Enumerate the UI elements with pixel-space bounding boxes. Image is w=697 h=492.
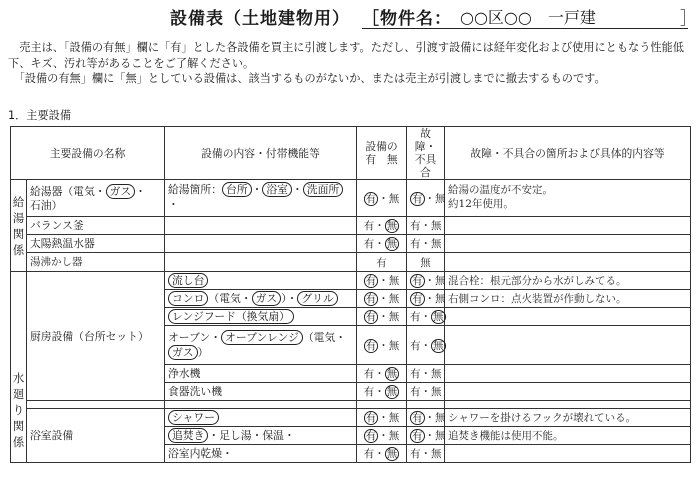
- header-exist-line2: 有 無: [365, 153, 398, 166]
- header-content: 設備の内容・付帯機能等: [165, 127, 357, 180]
- bath-reheat-detail: 追焚き機能は使用不能。: [445, 427, 691, 445]
- bath-name: 浴室設備: [27, 409, 165, 463]
- intro-paragraph-1: 売主は、「設備の有無」欄に「有」とした各設備を買主に引渡します。ただし、引渡す設備には経年変化および使用にともなう性能低下、キズ、汚れ等があることをご了解ください。: [8, 41, 684, 70]
- oven-range-circled: オーブンレンジ: [221, 330, 303, 345]
- oven-fault-yes: 有: [410, 339, 421, 352]
- bath-reheat-exist: 有 ・無: [357, 427, 407, 445]
- boiler-content-prefix: 給湯箇所：: [168, 183, 222, 196]
- gap-cell: [445, 401, 691, 409]
- kitchen-sink: [165, 272, 357, 290]
- table-row: [11, 217, 691, 235]
- category-hot-water: [11, 180, 27, 272]
- boiler-gas-circled: ガス: [106, 184, 136, 199]
- gap-cell: [407, 401, 445, 409]
- bath-reheat: [165, 427, 357, 445]
- gap-cell: [357, 401, 407, 409]
- category-plumbing: [11, 272, 27, 463]
- balance-fault: 有・無: [407, 217, 445, 235]
- equipment-table: [10, 126, 691, 463]
- oven-exist-no: 無: [388, 339, 400, 352]
- kitchen-hood-detail: [445, 308, 691, 326]
- category-hot-water-char: 給: [12, 194, 25, 209]
- category-hot-water-char: 湯: [12, 210, 25, 225]
- dryer-exist-yes: 有: [363, 448, 375, 460]
- oven-gas-circled: ガス: [168, 345, 198, 360]
- dishwasher-fault-no: 無: [431, 386, 442, 398]
- kitchen-stove-exist: 有 ・無: [357, 290, 407, 308]
- purifier-fault-no: 無: [431, 368, 442, 380]
- kitchen-dishwasher-fault: 有・無: [407, 383, 445, 401]
- solar-content: [165, 235, 357, 253]
- reheat-fault-yes-circled: 有: [412, 430, 423, 442]
- bath-dryer: 浴室内乾燥・: [165, 445, 357, 463]
- stove-circled: コンロ: [168, 291, 208, 306]
- shower-exist-no: 無: [388, 412, 400, 424]
- boiler-name-part-b: ・: [135, 184, 146, 198]
- kitchen-oven-detail: [445, 326, 691, 365]
- kitchen-name: 厨房設備（台所セット）: [27, 272, 165, 401]
- kitchen-oven: [165, 326, 357, 365]
- title-underline: [362, 28, 688, 29]
- balance-content: [165, 217, 357, 235]
- hood-exist-no: 無: [388, 311, 400, 323]
- table-row: [11, 272, 691, 290]
- boiler-content: 給湯箇所： 台所 ・ 浴室 ・ 洗面所・: [165, 180, 357, 217]
- gap-cell: [27, 401, 165, 409]
- boiler-exist-yes-circled: 有: [365, 192, 377, 205]
- table-row: [11, 409, 691, 427]
- property-close-bracket: ］: [680, 9, 697, 29]
- boiler-fault-yes-circled: 有: [412, 192, 423, 205]
- sink-exist-no: 無: [388, 275, 400, 287]
- header-exist: [357, 127, 407, 180]
- reheat-exist-no: 無: [388, 430, 400, 442]
- category-plumbing-char: 関: [12, 419, 25, 433]
- intro-paragraph-2: 「設備の有無」欄に「無」としている設備は、該当するものがないか、または売主が引渡しまでに撤去するものです。: [8, 72, 606, 85]
- header-fault: [407, 127, 445, 180]
- kitchen-hood: [165, 308, 357, 326]
- boiler-fault: [407, 180, 445, 217]
- solar-detail: [445, 235, 691, 253]
- table-header-row: [11, 127, 691, 180]
- balance-exist-a: 有・: [363, 220, 385, 232]
- boiler-loc-bath: 浴室: [262, 182, 292, 197]
- balance-exist-no-circled: 無: [386, 220, 398, 232]
- shower-fault-yes-circled: 有: [412, 412, 423, 424]
- boiler-name-part-c: 石油）: [30, 198, 63, 212]
- kitchen-hood-fault: 有・ 無: [407, 308, 445, 326]
- oven-fault-no-circled: 無: [433, 339, 444, 352]
- oven-part-b: （電気・: [302, 331, 347, 344]
- category-plumbing-char: 廻: [12, 387, 25, 401]
- oven-exist-yes-circled: 有: [365, 339, 377, 352]
- stove-gas-circled: ガス: [252, 291, 282, 306]
- sink-fault-no: 無: [435, 275, 446, 287]
- reheat-fault-no: 無: [435, 430, 446, 442]
- property-name: ○○区○○ 一戸建: [460, 8, 596, 27]
- section-heading: 1．主要設備: [8, 109, 72, 122]
- dryer-exist-no-circled: 無: [386, 448, 398, 460]
- stove-fault-yes-circled: 有: [412, 293, 423, 305]
- oven-part-a: オーブン・: [168, 331, 222, 344]
- kitchen-oven-exist: 有 ・無: [357, 326, 407, 365]
- dishwasher-fault-yes: 有: [410, 386, 421, 398]
- header-name: 主要設備の名称: [11, 127, 165, 180]
- oven-part-c: ）: [197, 346, 209, 359]
- shower-circled: シャワー: [168, 410, 219, 425]
- kettle-fault: 無: [407, 253, 445, 272]
- header-detail: 故障・不具合の箇所および具体的内容等: [445, 127, 691, 180]
- kitchen-sink-circled: 流し台: [168, 273, 208, 288]
- kitchen-purifier: 浄水機: [165, 365, 357, 383]
- bath-shower-detail: シャワーを掛けるフックが壊れている。: [445, 409, 691, 427]
- document-header: [0, 2, 697, 30]
- boiler-detail-line1: 給湯の温度が不安定。: [448, 184, 554, 196]
- reheat-exist-yes-circled: 有: [365, 430, 377, 442]
- boiler-detail-line2: 約12年使用。: [448, 198, 514, 210]
- solar-exist: [357, 235, 407, 253]
- document-title: 設備表（土地建物用）: [170, 9, 350, 29]
- balance-detail: [445, 217, 691, 235]
- dishwasher-exist-no-circled: 無: [386, 386, 398, 398]
- sink-exist-yes-circled: 有: [365, 275, 377, 287]
- kitchen-oven-fault: 有・ 無: [407, 326, 445, 365]
- table-row: [11, 235, 691, 253]
- header-fault-line2: 不具合: [414, 153, 437, 179]
- kitchen-hood-exist: 有 ・無: [357, 308, 407, 326]
- shower-exist-yes-circled: 有: [365, 412, 377, 424]
- table-row: [11, 180, 691, 217]
- hood-fault-yes: 有: [410, 311, 421, 323]
- balance-exist: [357, 217, 407, 235]
- boiler-exist-sep: ・無: [378, 192, 400, 205]
- reheat-circled: 追焚き: [168, 428, 208, 443]
- solar-fault: 有・無: [407, 235, 445, 253]
- purifier-exist-no-circled: 無: [386, 368, 398, 380]
- boiler-name: [27, 180, 165, 217]
- purifier-exist-yes: 有: [363, 368, 375, 380]
- kitchen-purifier-detail: [445, 365, 691, 383]
- solar-exist-a: 有・: [363, 238, 385, 250]
- stove-exist-no: 無: [388, 293, 400, 305]
- grill-circled: グリル: [297, 291, 337, 306]
- hood-fault-no-circled: 無: [433, 311, 444, 323]
- kitchen-sink-detail: 混合栓：根元部分から水がしみてる。: [445, 272, 691, 290]
- balance-name: バランス釜: [27, 217, 165, 235]
- stove-part-a: （電気・: [208, 292, 252, 305]
- bath-dryer-exist: 有・ 無: [357, 445, 407, 463]
- table-row: [11, 253, 691, 272]
- hood-exist-yes-circled: 有: [365, 311, 377, 323]
- boiler-name-part-a: 給湯器（電気・: [30, 184, 106, 198]
- dryer-fault-yes: 有: [410, 448, 421, 460]
- kettle-exist: 有: [357, 253, 407, 272]
- boiler-loc-washroom: 洗面所: [303, 182, 343, 197]
- bath-shower-fault: 有 ・無: [407, 409, 445, 427]
- solar-exist-no-circled: 無: [386, 238, 398, 250]
- kitchen-purifier-fault: 有・無: [407, 365, 445, 383]
- boiler-fault-sep: ・無: [424, 192, 446, 205]
- boiler-exist: [357, 180, 407, 217]
- intro-text: [8, 40, 688, 87]
- dishwasher-exist-yes: 有: [363, 386, 375, 398]
- solar-name: 太陽熱温水器: [27, 235, 165, 253]
- kettle-content: [165, 253, 357, 272]
- bath-reheat-fault: 有 ・無: [407, 427, 445, 445]
- kettle-detail: [445, 253, 691, 272]
- stove-exist-yes-circled: 有: [365, 293, 377, 305]
- stove-fault-no: 無: [435, 293, 446, 305]
- category-hot-water-char: 係: [12, 242, 25, 257]
- header-fault-line1: 故障・: [414, 127, 437, 153]
- kitchen-sink-fault: 有 ・無: [407, 272, 445, 290]
- bath-shower: [165, 409, 357, 427]
- kitchen-stove: [165, 290, 357, 308]
- kettle-name: 湯沸かし器: [27, 253, 165, 272]
- gap-cell: [165, 401, 357, 409]
- purifier-fault-yes: 有: [410, 368, 421, 380]
- table-row: [11, 401, 691, 409]
- shower-fault-no: 無: [435, 412, 446, 424]
- reheat-rest: ・足し湯・保温・: [208, 429, 295, 442]
- kitchen-purifier-exist: 有・ 無: [357, 365, 407, 383]
- kitchen-dishwasher-detail: [445, 383, 691, 401]
- bath-dryer-detail: [445, 445, 691, 463]
- property-label: ［物件名：: [362, 9, 452, 29]
- stove-part-b: ）・: [281, 292, 298, 305]
- kitchen-stove-fault: 有 ・無: [407, 290, 445, 308]
- boiler-loc-kitchen: 台所: [222, 182, 252, 197]
- hood-circled: レンジフード（換気扇）: [168, 309, 294, 324]
- sink-fault-yes-circled: 有: [412, 275, 423, 287]
- category-plumbing-char: 水: [12, 371, 25, 385]
- kitchen-stove-detail: 右側コンロ：点火装置が作動しない。: [445, 290, 691, 308]
- bath-shower-exist: 有 ・無: [357, 409, 407, 427]
- bath-dryer-fault: 有・無: [407, 445, 445, 463]
- category-hot-water-char: 関: [12, 226, 25, 241]
- boiler-content-suffix: ・: [168, 198, 179, 211]
- dryer-fault-no: 無: [431, 448, 442, 460]
- kitchen-sink-exist: 有 ・無: [357, 272, 407, 290]
- category-plumbing-char: り: [12, 403, 25, 417]
- kitchen-dishwasher-exist: 有・ 無: [357, 383, 407, 401]
- kitchen-dishwasher: 食器洗い機: [165, 383, 357, 401]
- header-exist-line1: 設備の: [365, 140, 398, 153]
- boiler-detail: [445, 180, 691, 217]
- category-plumbing-char: 係: [12, 435, 25, 449]
